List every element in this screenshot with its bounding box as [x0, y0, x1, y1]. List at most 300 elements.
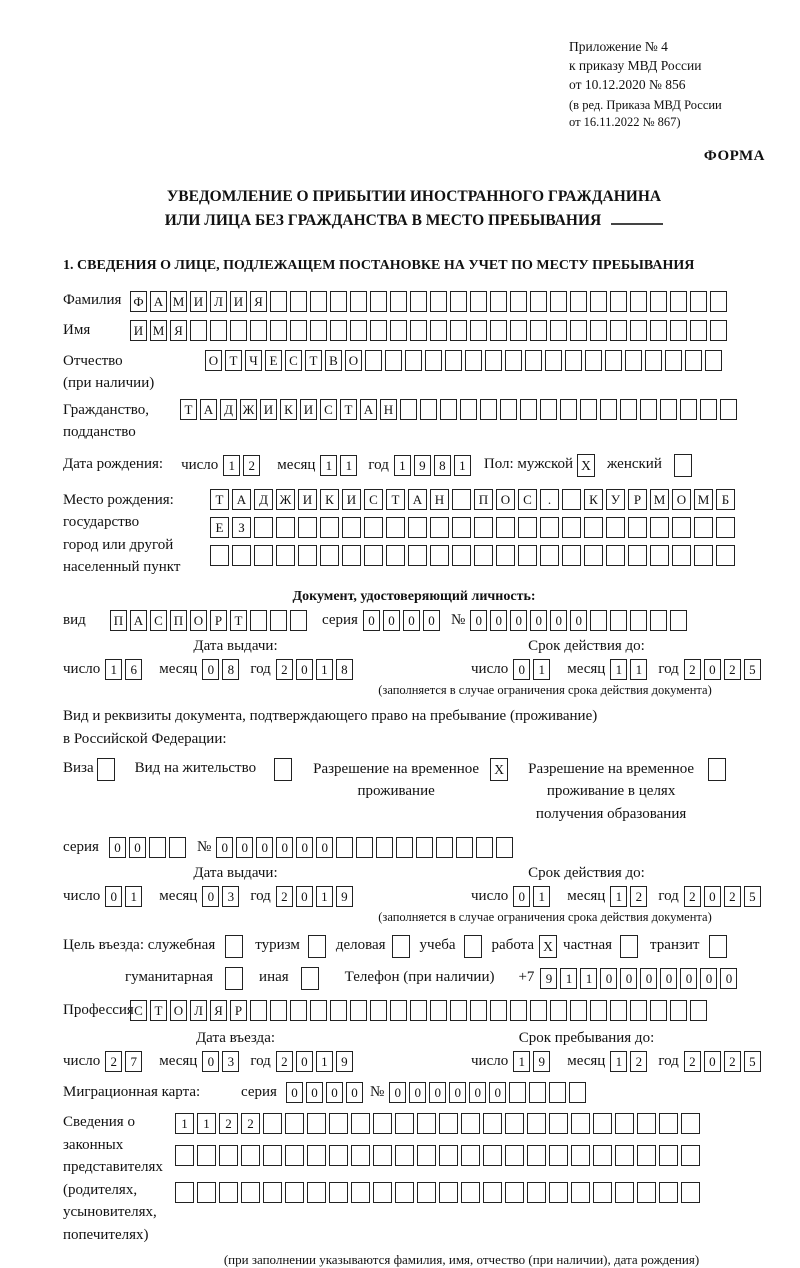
form-cell[interactable]	[590, 1000, 607, 1021]
form-cell[interactable]: .	[540, 489, 559, 510]
form-cell[interactable]	[290, 320, 307, 341]
form-cell[interactable]	[580, 399, 597, 420]
form-cell[interactable]	[370, 1000, 387, 1021]
form-cell[interactable]: П	[170, 610, 187, 631]
form-cell[interactable]	[625, 350, 642, 371]
form-cell[interactable]	[540, 399, 557, 420]
form-cell[interactable]	[530, 291, 547, 312]
form-cell[interactable]	[250, 610, 267, 631]
form-cell[interactable]	[490, 1000, 507, 1021]
form-cell[interactable]	[630, 320, 647, 341]
form-cell[interactable]: З	[232, 517, 251, 538]
form-cell[interactable]: 2	[724, 659, 741, 680]
form-cell[interactable]	[450, 320, 467, 341]
form-cell[interactable]	[628, 545, 647, 566]
form-cell[interactable]	[672, 545, 691, 566]
form-cell[interactable]	[720, 399, 737, 420]
form-cell[interactable]: 0	[306, 1082, 323, 1103]
form-cell[interactable]	[290, 1000, 307, 1021]
form-cell[interactable]: Т	[180, 399, 197, 420]
form-cell[interactable]	[549, 1082, 566, 1103]
form-cell[interactable]	[681, 1145, 700, 1166]
form-cell[interactable]	[408, 517, 427, 538]
form-cell[interactable]	[405, 350, 422, 371]
form-cell[interactable]	[570, 1000, 587, 1021]
form-cell[interactable]	[490, 291, 507, 312]
form-cell[interactable]	[329, 1113, 348, 1134]
form-cell[interactable]	[571, 1182, 590, 1203]
form-cell[interactable]	[630, 610, 647, 631]
form-cell[interactable]: 0	[490, 610, 507, 631]
form-cell[interactable]	[518, 517, 537, 538]
form-cell[interactable]: О	[205, 350, 222, 371]
form-cell[interactable]	[710, 291, 727, 312]
purpose-other-checkbox[interactable]	[301, 967, 319, 990]
form-cell[interactable]	[505, 1145, 524, 1166]
form-cell[interactable]: Т	[225, 350, 242, 371]
form-cell[interactable]: Т	[340, 399, 357, 420]
form-cell[interactable]: 2	[684, 659, 701, 680]
form-cell[interactable]: Ж	[240, 399, 257, 420]
form-cell[interactable]: 1	[454, 455, 471, 476]
purpose-private-checkbox[interactable]	[620, 935, 638, 958]
form-cell[interactable]: 8	[434, 455, 451, 476]
form-cell[interactable]	[395, 1113, 414, 1134]
form-cell[interactable]	[373, 1113, 392, 1134]
form-cell[interactable]: Б	[716, 489, 735, 510]
form-cell[interactable]	[659, 1182, 678, 1203]
form-cell[interactable]	[690, 291, 707, 312]
form-cell[interactable]: 9	[540, 968, 557, 989]
form-cell[interactable]	[417, 1113, 436, 1134]
form-cell[interactable]	[549, 1182, 568, 1203]
form-cell[interactable]: М	[170, 291, 187, 312]
form-cell[interactable]: Р	[628, 489, 647, 510]
form-cell[interactable]	[310, 1000, 327, 1021]
form-cell[interactable]	[470, 291, 487, 312]
form-cell[interactable]	[716, 517, 735, 538]
purpose-work-checkbox[interactable]: X	[539, 935, 557, 958]
form-cell[interactable]	[560, 399, 577, 420]
form-cell[interactable]: 0	[660, 968, 677, 989]
form-cell[interactable]	[250, 1000, 267, 1021]
form-cell[interactable]	[584, 517, 603, 538]
form-cell[interactable]: 0	[409, 1082, 426, 1103]
form-cell[interactable]	[350, 1000, 367, 1021]
form-cell[interactable]: 0	[530, 610, 547, 631]
form-cell[interactable]	[390, 320, 407, 341]
form-cell[interactable]: 1	[316, 886, 333, 907]
form-cell[interactable]: И	[342, 489, 361, 510]
form-cell[interactable]	[430, 320, 447, 341]
form-cell[interactable]: 5	[744, 886, 761, 907]
form-cell[interactable]	[416, 837, 433, 858]
form-cell[interactable]: 1	[513, 1051, 530, 1072]
form-cell[interactable]: 1	[533, 886, 550, 907]
form-cell[interactable]: Е	[210, 517, 229, 538]
form-cell[interactable]	[436, 837, 453, 858]
form-cell[interactable]	[593, 1145, 612, 1166]
form-cell[interactable]: И	[130, 320, 147, 341]
form-cell[interactable]: 0	[620, 968, 637, 989]
form-cell[interactable]	[615, 1145, 634, 1166]
form-cell[interactable]	[665, 350, 682, 371]
form-cell[interactable]	[474, 545, 493, 566]
form-cell[interactable]	[549, 1145, 568, 1166]
form-cell[interactable]: 0	[700, 968, 717, 989]
form-cell[interactable]	[640, 399, 657, 420]
form-cell[interactable]	[690, 1000, 707, 1021]
form-cell[interactable]: А	[150, 291, 167, 312]
form-cell[interactable]: С	[518, 489, 537, 510]
form-cell[interactable]	[650, 517, 669, 538]
form-cell[interactable]: 0	[202, 1051, 219, 1072]
form-cell[interactable]: А	[232, 489, 251, 510]
form-cell[interactable]	[510, 1000, 527, 1021]
form-cell[interactable]: Д	[254, 489, 273, 510]
form-cell[interactable]	[628, 517, 647, 538]
form-cell[interactable]	[450, 1000, 467, 1021]
form-cell[interactable]: С	[130, 1000, 147, 1021]
form-cell[interactable]	[350, 320, 367, 341]
form-cell[interactable]: А	[130, 610, 147, 631]
form-cell[interactable]: 0	[449, 1082, 466, 1103]
form-cell[interactable]	[606, 517, 625, 538]
form-cell[interactable]	[395, 1145, 414, 1166]
form-cell[interactable]	[483, 1113, 502, 1134]
form-cell[interactable]: 0	[550, 610, 567, 631]
form-cell[interactable]: 1	[223, 455, 240, 476]
form-cell[interactable]	[285, 1113, 304, 1134]
form-cell[interactable]: 8	[336, 659, 353, 680]
form-cell[interactable]	[364, 517, 383, 538]
form-cell[interactable]: 2	[684, 886, 701, 907]
form-cell[interactable]: 1	[533, 659, 550, 680]
form-cell[interactable]: Я	[210, 1000, 227, 1021]
form-cell[interactable]: 2	[684, 1051, 701, 1072]
form-cell[interactable]	[210, 545, 229, 566]
form-cell[interactable]: 1	[105, 659, 122, 680]
form-cell[interactable]	[250, 320, 267, 341]
form-cell[interactable]	[529, 1082, 546, 1103]
form-cell[interactable]	[390, 1000, 407, 1021]
form-cell[interactable]	[270, 1000, 287, 1021]
form-cell[interactable]: 0	[256, 837, 273, 858]
form-cell[interactable]: 2	[276, 886, 293, 907]
form-cell[interactable]	[637, 1182, 656, 1203]
form-cell[interactable]	[351, 1145, 370, 1166]
form-cell[interactable]	[364, 545, 383, 566]
form-cell[interactable]: 0	[346, 1082, 363, 1103]
form-cell[interactable]	[320, 545, 339, 566]
form-cell[interactable]	[270, 610, 287, 631]
form-cell[interactable]	[270, 291, 287, 312]
form-cell[interactable]	[474, 517, 493, 538]
form-cell[interactable]: О	[190, 610, 207, 631]
form-cell[interactable]	[263, 1182, 282, 1203]
form-cell[interactable]	[672, 517, 691, 538]
form-cell[interactable]: 0	[640, 968, 657, 989]
form-cell[interactable]	[230, 320, 247, 341]
form-cell[interactable]: 0	[383, 610, 400, 631]
form-cell[interactable]	[562, 489, 581, 510]
form-cell[interactable]: 1	[340, 455, 357, 476]
form-cell[interactable]	[370, 291, 387, 312]
form-cell[interactable]	[197, 1182, 216, 1203]
form-cell[interactable]	[605, 350, 622, 371]
form-cell[interactable]	[600, 399, 617, 420]
form-cell[interactable]: 2	[724, 1051, 741, 1072]
form-cell[interactable]	[241, 1145, 260, 1166]
form-cell[interactable]	[430, 517, 449, 538]
form-cell[interactable]	[219, 1145, 238, 1166]
form-cell[interactable]	[681, 1113, 700, 1134]
form-cell[interactable]	[527, 1145, 546, 1166]
form-cell[interactable]	[505, 1113, 524, 1134]
form-cell[interactable]	[351, 1182, 370, 1203]
form-cell[interactable]: 0	[680, 968, 697, 989]
form-cell[interactable]: 2	[724, 886, 741, 907]
form-cell[interactable]: 0	[363, 610, 380, 631]
sex-female-checkbox[interactable]	[674, 454, 692, 477]
form-cell[interactable]	[650, 291, 667, 312]
form-cell[interactable]	[620, 399, 637, 420]
form-cell[interactable]	[365, 350, 382, 371]
form-cell[interactable]: 0	[129, 837, 146, 858]
form-cell[interactable]	[716, 545, 735, 566]
form-cell[interactable]: К	[280, 399, 297, 420]
form-cell[interactable]	[694, 545, 713, 566]
form-cell[interactable]: И	[190, 291, 207, 312]
form-cell[interactable]	[470, 320, 487, 341]
form-cell[interactable]	[285, 1182, 304, 1203]
form-cell[interactable]: 1	[630, 659, 647, 680]
form-cell[interactable]	[681, 1182, 700, 1203]
form-cell[interactable]: О	[170, 1000, 187, 1021]
form-cell[interactable]: 1	[316, 1051, 333, 1072]
form-cell[interactable]	[410, 1000, 427, 1021]
form-cell[interactable]	[307, 1113, 326, 1134]
form-cell[interactable]	[590, 610, 607, 631]
form-cell[interactable]: Л	[210, 291, 227, 312]
form-cell[interactable]: Н	[380, 399, 397, 420]
form-cell[interactable]: 0	[105, 886, 122, 907]
form-cell[interactable]	[562, 517, 581, 538]
form-cell[interactable]: И	[300, 399, 317, 420]
form-cell[interactable]	[610, 320, 627, 341]
form-cell[interactable]: Ч	[245, 350, 262, 371]
form-cell[interactable]: 0	[470, 610, 487, 631]
form-cell[interactable]: 9	[336, 886, 353, 907]
form-cell[interactable]: Ф	[130, 291, 147, 312]
form-cell[interactable]: 1	[610, 659, 627, 680]
purpose-business-checkbox[interactable]	[392, 935, 410, 958]
form-cell[interactable]	[650, 610, 667, 631]
form-cell[interactable]	[690, 320, 707, 341]
residence-permit-checkbox[interactable]	[274, 758, 292, 781]
form-cell[interactable]	[373, 1182, 392, 1203]
form-cell[interactable]	[518, 545, 537, 566]
form-cell[interactable]	[496, 545, 515, 566]
form-cell[interactable]	[350, 291, 367, 312]
form-cell[interactable]	[593, 1113, 612, 1134]
form-cell[interactable]: 7	[125, 1051, 142, 1072]
form-cell[interactable]: Л	[190, 1000, 207, 1021]
form-cell[interactable]	[569, 1082, 586, 1103]
sex-male-checkbox[interactable]: X	[577, 454, 595, 477]
form-cell[interactable]: 5	[744, 659, 761, 680]
form-cell[interactable]: 1	[197, 1113, 216, 1134]
form-cell[interactable]	[530, 1000, 547, 1021]
form-cell[interactable]: Т	[150, 1000, 167, 1021]
form-cell[interactable]	[417, 1182, 436, 1203]
form-cell[interactable]	[483, 1182, 502, 1203]
temp-residence-education-checkbox[interactable]	[708, 758, 726, 781]
form-cell[interactable]	[650, 545, 669, 566]
form-cell[interactable]: А	[200, 399, 217, 420]
form-cell[interactable]	[545, 350, 562, 371]
form-cell[interactable]: Р	[210, 610, 227, 631]
form-cell[interactable]: К	[584, 489, 603, 510]
form-cell[interactable]: Т	[386, 489, 405, 510]
form-cell[interactable]: М	[650, 489, 669, 510]
form-cell[interactable]	[550, 1000, 567, 1021]
form-cell[interactable]	[540, 545, 559, 566]
form-cell[interactable]	[610, 610, 627, 631]
form-cell[interactable]: 0	[600, 968, 617, 989]
form-cell[interactable]	[430, 1000, 447, 1021]
form-cell[interactable]	[615, 1182, 634, 1203]
form-cell[interactable]	[550, 320, 567, 341]
form-cell[interactable]: 0	[429, 1082, 446, 1103]
form-cell[interactable]: 0	[403, 610, 420, 631]
form-cell[interactable]	[550, 291, 567, 312]
form-cell[interactable]	[485, 350, 502, 371]
form-cell[interactable]	[290, 610, 307, 631]
form-cell[interactable]: Е	[265, 350, 282, 371]
form-cell[interactable]	[549, 1113, 568, 1134]
form-cell[interactable]	[571, 1145, 590, 1166]
form-cell[interactable]	[386, 545, 405, 566]
form-cell[interactable]: 0	[276, 837, 293, 858]
visa-checkbox[interactable]	[97, 758, 115, 781]
form-cell[interactable]	[263, 1113, 282, 1134]
form-cell[interactable]	[276, 517, 295, 538]
form-cell[interactable]	[630, 291, 647, 312]
temp-residence-checkbox[interactable]: X	[490, 758, 508, 781]
form-cell[interactable]: 0	[326, 1082, 343, 1103]
form-cell[interactable]	[254, 517, 273, 538]
form-cell[interactable]: О	[345, 350, 362, 371]
form-cell[interactable]	[330, 291, 347, 312]
form-cell[interactable]: У	[606, 489, 625, 510]
form-cell[interactable]	[585, 350, 602, 371]
form-cell[interactable]: 0	[510, 610, 527, 631]
form-cell[interactable]: К	[320, 489, 339, 510]
form-cell[interactable]: С	[320, 399, 337, 420]
form-cell[interactable]: 8	[222, 659, 239, 680]
form-cell[interactable]	[527, 1113, 546, 1134]
form-cell[interactable]: И	[298, 489, 317, 510]
form-cell[interactable]	[530, 320, 547, 341]
form-cell[interactable]	[610, 1000, 627, 1021]
form-cell[interactable]	[356, 837, 373, 858]
form-cell[interactable]	[445, 350, 462, 371]
form-cell[interactable]: 1	[610, 886, 627, 907]
purpose-humanitarian-checkbox[interactable]	[225, 967, 243, 990]
form-cell[interactable]: 1	[580, 968, 597, 989]
form-cell[interactable]	[450, 291, 467, 312]
form-cell[interactable]	[590, 320, 607, 341]
form-cell[interactable]	[460, 399, 477, 420]
form-cell[interactable]: 0	[513, 659, 530, 680]
form-cell[interactable]: Т	[210, 489, 229, 510]
form-cell[interactable]	[373, 1145, 392, 1166]
form-cell[interactable]: 1	[316, 659, 333, 680]
form-cell[interactable]: 0	[202, 659, 219, 680]
form-cell[interactable]	[637, 1145, 656, 1166]
form-cell[interactable]: М	[694, 489, 713, 510]
form-cell[interactable]: 1	[320, 455, 337, 476]
form-cell[interactable]: А	[360, 399, 377, 420]
form-cell[interactable]	[650, 1000, 667, 1021]
form-cell[interactable]: 0	[202, 886, 219, 907]
form-cell[interactable]	[685, 350, 702, 371]
form-cell[interactable]	[540, 517, 559, 538]
form-cell[interactable]	[169, 837, 186, 858]
form-cell[interactable]	[307, 1145, 326, 1166]
form-cell[interactable]	[285, 1145, 304, 1166]
form-cell[interactable]: 0	[469, 1082, 486, 1103]
form-cell[interactable]	[417, 1145, 436, 1166]
form-cell[interactable]	[263, 1145, 282, 1166]
form-cell[interactable]: 0	[489, 1082, 506, 1103]
form-cell[interactable]: 1	[560, 968, 577, 989]
form-cell[interactable]	[439, 1182, 458, 1203]
form-cell[interactable]	[342, 517, 361, 538]
form-cell[interactable]	[510, 291, 527, 312]
form-cell[interactable]	[175, 1145, 194, 1166]
form-cell[interactable]	[452, 545, 471, 566]
form-cell[interactable]	[452, 517, 471, 538]
form-cell[interactable]: 2	[219, 1113, 238, 1134]
form-cell[interactable]	[461, 1182, 480, 1203]
form-cell[interactable]	[452, 489, 471, 510]
form-cell[interactable]: 0	[704, 1051, 721, 1072]
form-cell[interactable]: Я	[170, 320, 187, 341]
form-cell[interactable]	[370, 320, 387, 341]
form-cell[interactable]	[520, 399, 537, 420]
form-cell[interactable]: 6	[125, 659, 142, 680]
form-cell[interactable]: 0	[570, 610, 587, 631]
purpose-tourism-checkbox[interactable]	[308, 935, 326, 958]
form-cell[interactable]	[320, 517, 339, 538]
form-cell[interactable]	[606, 545, 625, 566]
form-cell[interactable]	[298, 545, 317, 566]
form-cell[interactable]	[329, 1182, 348, 1203]
form-cell[interactable]	[330, 320, 347, 341]
form-cell[interactable]: 1	[394, 455, 411, 476]
form-cell[interactable]	[396, 837, 413, 858]
form-cell[interactable]: 2	[630, 1051, 647, 1072]
form-cell[interactable]: 0	[296, 837, 313, 858]
form-cell[interactable]: Я	[250, 291, 267, 312]
form-cell[interactable]: 9	[533, 1051, 550, 1072]
form-cell[interactable]	[439, 1113, 458, 1134]
form-cell[interactable]: 0	[720, 968, 737, 989]
form-cell[interactable]	[276, 545, 295, 566]
form-cell[interactable]	[149, 837, 166, 858]
